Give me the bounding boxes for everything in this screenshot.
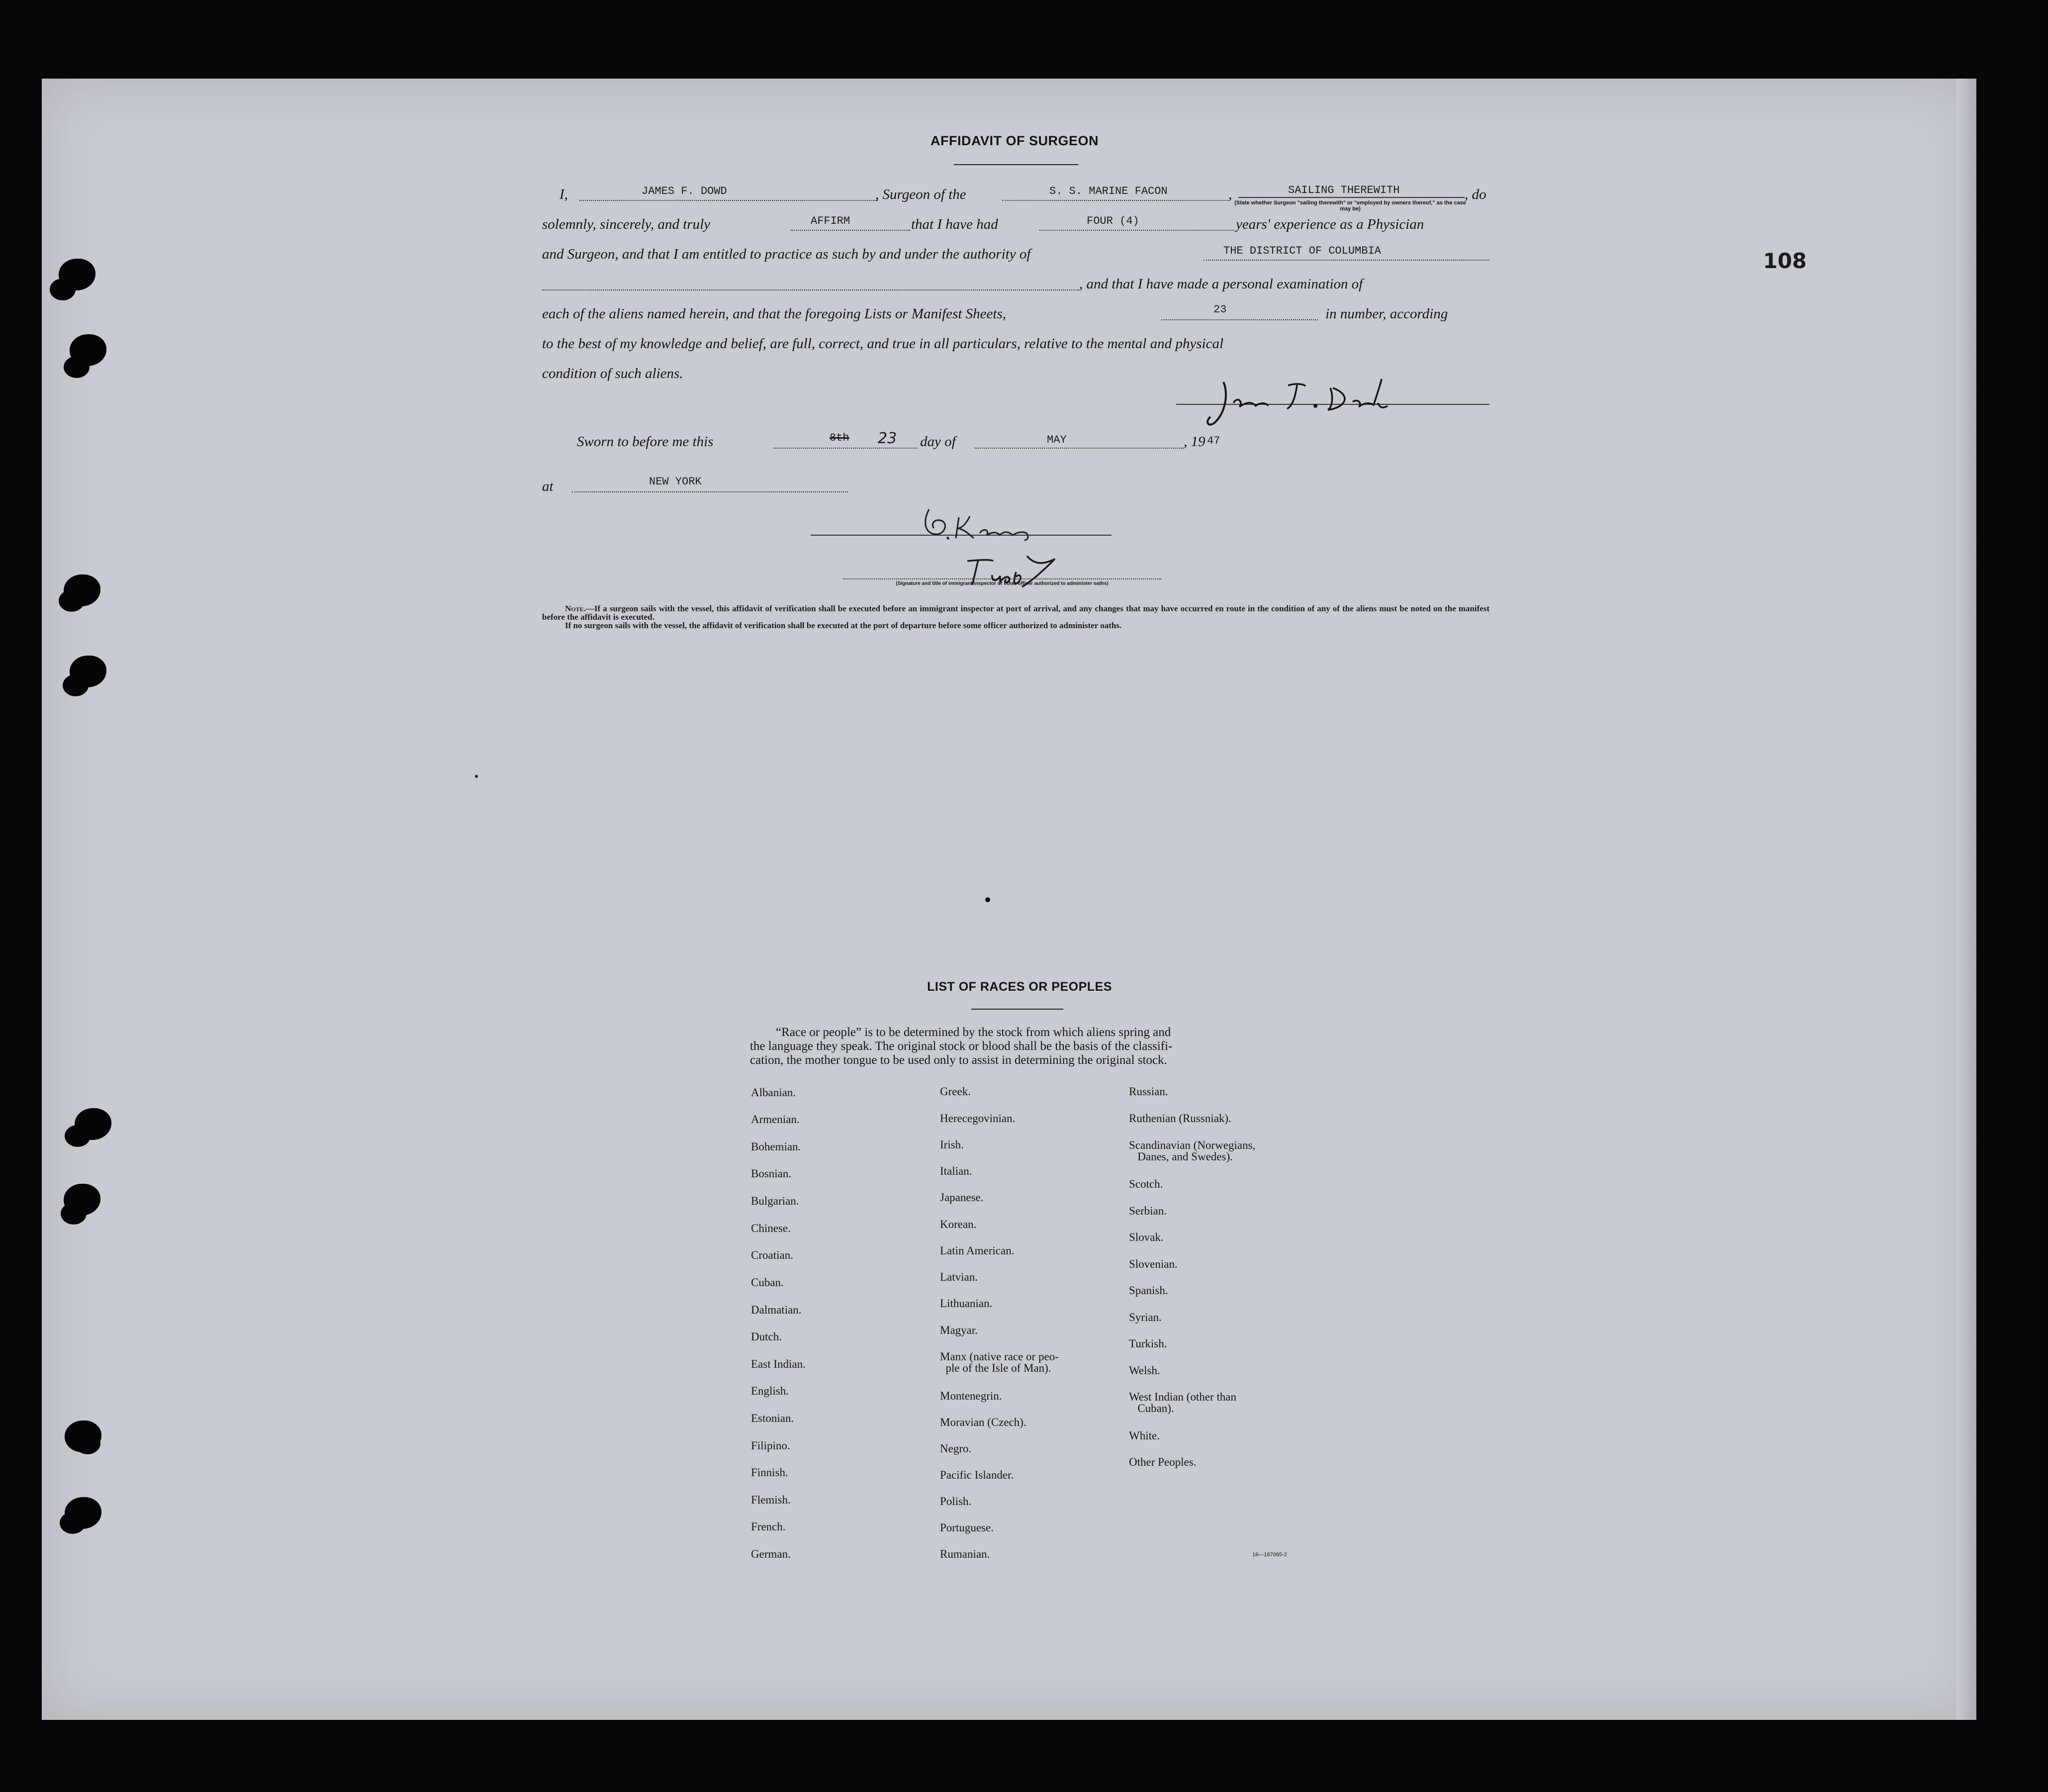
surgeon-status-field: SAILING THEREWITH	[1288, 184, 1400, 196]
race-item: Montenegrin.	[940, 1390, 1002, 1402]
race-item: Lithuanian.	[940, 1297, 993, 1310]
status-line	[1238, 197, 1465, 198]
line2-mid: that I have had	[911, 216, 998, 232]
sworn-day-line	[773, 448, 918, 449]
race-item: Ruthenian (Russniak).	[1129, 1112, 1231, 1125]
race-item: Herecegovinian.	[940, 1112, 1016, 1125]
race-item: Filipino.	[751, 1439, 790, 1452]
race-item: Latvian.	[940, 1271, 978, 1283]
note-label: Note.	[565, 604, 586, 613]
race-item: Serbian.	[1129, 1205, 1167, 1217]
binder-hole	[65, 1125, 91, 1147]
race-item: Armenian.	[751, 1113, 800, 1126]
sworn-month-field: MAY	[1047, 434, 1067, 446]
race-item: West Indian (other than Cuban).	[1129, 1391, 1236, 1415]
page-edge	[1956, 79, 1976, 1720]
line6: to the best of my knowledge and belief, are full, correct, and true in all particulars, relative to the mental and physical	[542, 336, 1224, 352]
binder-hole	[50, 279, 76, 300]
race-item: Italian.	[940, 1165, 972, 1177]
race-item: Slovenian.	[1129, 1258, 1178, 1270]
place-line	[572, 491, 848, 492]
line3-lead: and Surgeon, and that I am entitled to practice as such by and under the authority of	[542, 246, 1031, 262]
affidavit-title: AFFIDAVIT OF SURGEON	[931, 133, 1099, 148]
race-item: Rumanian.	[940, 1548, 990, 1560]
line7: condition of such aliens.	[542, 366, 683, 381]
race-item: Bohemian.	[751, 1140, 801, 1153]
years-field: FOUR (4)	[1087, 215, 1139, 227]
race-item: Spanish.	[1129, 1284, 1168, 1297]
sworn-day-field: 23	[878, 430, 897, 447]
sheets-line	[1161, 319, 1318, 320]
race-item: Dalmatian.	[751, 1304, 802, 1316]
at-label: at	[542, 478, 554, 494]
affidavit-lead: I,	[559, 187, 568, 202]
day-of-label: day of	[920, 434, 956, 450]
status-instruction: (State whether Surgeon "sailing therewith" or "employed by owners thereof," as the case may be)	[1234, 200, 1466, 212]
oath-field: AFFIRM	[811, 215, 850, 227]
line2-lead: solemnly, sincerely, and truly	[542, 216, 711, 232]
binder-hole	[60, 1512, 86, 1534]
race-item: Albanian.	[751, 1086, 796, 1099]
race-item: Pacific Islander.	[940, 1469, 1014, 1481]
race-item: Estonian.	[751, 1412, 794, 1424]
race-item: Portuguese.	[940, 1521, 994, 1534]
vessel-name-field: S. S. MARINE FACON	[1049, 185, 1168, 197]
race-item: Korean.	[940, 1218, 977, 1230]
ink-speck	[985, 897, 990, 902]
race-item: White.	[1129, 1429, 1160, 1442]
vessel-line	[1002, 200, 1228, 201]
oath-line	[791, 230, 910, 231]
race-item: Welsh.	[1129, 1364, 1160, 1377]
sworn-month-line	[975, 448, 1184, 449]
sheets-field: 23	[1213, 303, 1227, 316]
inspector-signature	[920, 502, 1044, 542]
form-code: 16—187065-2	[1252, 1552, 1287, 1558]
race-item: Cuban.	[751, 1276, 784, 1289]
race-item: Latin American.	[940, 1244, 1015, 1257]
binder-hole	[61, 1203, 87, 1225]
binder-hole	[63, 674, 89, 696]
race-item: Moravian (Czech).	[940, 1416, 1026, 1428]
race-item: Other Peoples.	[1129, 1456, 1197, 1468]
race-item: Magyar.	[940, 1324, 978, 1336]
race-item: Japanese.	[940, 1191, 984, 1204]
races-intro	[750, 1026, 1172, 1067]
do-label: , do	[1465, 187, 1487, 202]
inspector-signature-caption: (Signature and title of immigrant inspector or other officer authorized to administer oaths)	[896, 581, 1109, 586]
authority-continuation-line	[542, 289, 1079, 290]
note-paragraph-2: If no surgeon sails with the vessel, the affidavit of verification shall be executed at the port of departure before some officer authorized to administer oaths.	[565, 621, 1122, 630]
intro-line: cation, the mother tongue to be used only to assist in determining the original stock.	[750, 1053, 1167, 1067]
note-paragraph-1: —If a surgeon sails with the vessel, this affidavit of verification shall be executed before an immigrant inspector at port of arrival, and any changes that may have occurred en route in the condition of any of the aliens must be noted on the manifest before the affidavit is executed.	[542, 604, 1489, 622]
years-line	[1039, 230, 1233, 231]
race-item: Manx (native race or peo- ple of the Isle of Man).	[940, 1350, 1059, 1374]
sworn-year-prefix: , 19	[1184, 434, 1206, 450]
line5-lead: each of the aliens named herein, and that the foregoing Lists or Manifest Sheets,	[542, 306, 1006, 322]
comma: ,	[1228, 187, 1232, 202]
race-item: Negro.	[940, 1442, 972, 1455]
surgeon-name-field: JAMES F. DOWD	[642, 185, 727, 197]
authority-line	[1204, 260, 1489, 261]
sworn-lead: Sworn to before me this	[577, 434, 714, 450]
name-line	[579, 200, 878, 201]
race-item: East Indian.	[751, 1358, 806, 1370]
race-item: Finnish.	[751, 1466, 788, 1479]
race-item: German.	[751, 1548, 791, 1560]
binder-hole	[64, 356, 90, 378]
races-title: LIST OF RACES OR PEOPLES	[927, 980, 1112, 994]
intro-line: “Race or people” is to be determined by the stock from which aliens spring and	[776, 1026, 1171, 1039]
race-item: Russian.	[1129, 1085, 1168, 1098]
race-item: Greek.	[940, 1085, 971, 1098]
race-item: Syrian.	[1129, 1311, 1162, 1323]
binder-hole	[75, 1432, 100, 1454]
race-item: Scandinavian (Norwegians, Danes, and Swedes).	[1129, 1139, 1256, 1163]
page-number: 108	[1763, 249, 1807, 273]
race-item: French.	[751, 1520, 786, 1533]
race-item: Bosnian.	[751, 1167, 792, 1180]
race-item: Turkish.	[1129, 1337, 1167, 1350]
race-item: Scotch.	[1129, 1178, 1163, 1190]
race-item: Chinese.	[751, 1222, 791, 1234]
line5-tail: in number, according	[1325, 306, 1448, 322]
race-item: English.	[751, 1385, 789, 1397]
sworn-day-struck: 8th	[830, 432, 849, 444]
binder-hole	[59, 590, 85, 612]
race-item: Flemish.	[751, 1494, 791, 1506]
affidavit-note	[542, 604, 1489, 630]
surgeon-signature	[1204, 373, 1402, 438]
line2-tail: years' experience as a Physician	[1236, 216, 1424, 232]
sworn-year-field: 47	[1207, 435, 1220, 447]
race-item: Dutch.	[751, 1330, 782, 1343]
place-field: NEW YORK	[649, 475, 702, 488]
race-item: Irish.	[940, 1138, 964, 1151]
intro-line: the language they speak. The original stock or blood shall be the basis of the classifi-	[750, 1039, 1173, 1053]
surgeon-of-label: , Surgeon of the	[875, 187, 966, 202]
race-item: Polish.	[940, 1495, 972, 1508]
race-item: Croatian.	[751, 1249, 793, 1261]
race-item: Slovak.	[1129, 1231, 1164, 1243]
races-title-rule	[971, 1009, 1063, 1010]
title-rule	[954, 164, 1078, 165]
line4-tail: , and that I have made a personal examination of	[1079, 276, 1363, 292]
race-item: Bulgarian.	[751, 1195, 799, 1207]
authority-field: THE DISTRICT OF COLUMBIA	[1223, 245, 1381, 257]
ink-speck	[475, 775, 478, 778]
